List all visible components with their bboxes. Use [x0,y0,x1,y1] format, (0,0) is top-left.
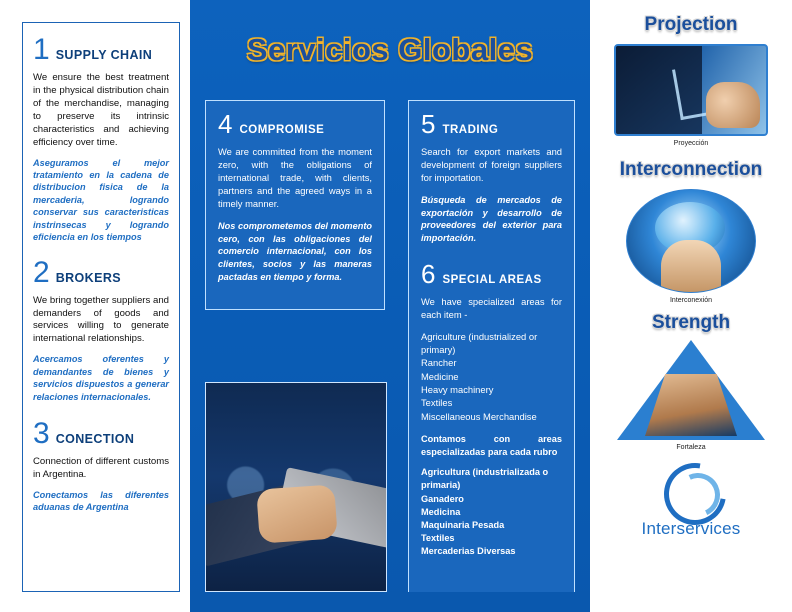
block-caption-interconnection: Interconexión [669,297,713,304]
section-body-en: We bring together suppliers and demanders of goods and services willing to generate international relationships. [33,294,169,345]
panel-header-special-areas [421,258,562,289]
hand-shape [706,82,760,128]
panel-number: 6 [421,258,436,289]
right-column [590,0,792,612]
panel-body-en: We have specialized areas for each item - [421,295,562,320]
list-item: Rancher [421,357,457,369]
section-title: CONECTION [55,432,135,447]
handshake-world-photo [205,382,387,592]
panel-title: TRADING [442,124,499,136]
section-body-en: We ensure the best treatment in the physical distribution chain of the merchandise, managing to preserve its intrinsic characteristics and achieving efficiency over time. [33,72,169,148]
section-number: 3 [33,417,50,451]
center-column [190,0,590,612]
section-body-es: Aseguramos el mejor tratamiento en la cadena de distribucion fisica de la mercaderia, logrando conservar sus caracteristicas instrinsecas y logrando eficiencia en los tiempos [33,157,169,243]
special-areas-list-en [421,330,562,423]
section-number: 2 [33,255,50,289]
section-header-conection [33,419,169,449]
panel-compromise [205,100,385,310]
left-column-panel [22,22,180,592]
section-body-es: Acercamos oferentes y demandantes de bienes y servicios dispuestos a generar relaciones internacionales. [33,354,169,402]
panel-number: 5 [421,109,436,139]
list-item: Heavy machinery [421,383,494,395]
panel-body-es: Nos comprometemos del momento cero, con las obligaciones del comercio internacional, con los clientes, socios y las maneras pactadas en tiempo y forma. [218,220,372,282]
list-item: Agricultura (industrializada o primaria) [421,467,549,491]
list-item: Medicina [421,506,461,517]
section-title: BROKERS [55,270,121,285]
panel-number: 4 [218,109,233,139]
strength-photo [617,340,765,440]
panel-body-es-special: Contamos con areas especializadas para cada rubro [421,434,562,457]
panel-body-en: We are committed from the moment zero, with the obligations of international trade, with clients, partners and the agreed ways in a timely manner. [218,146,372,209]
block-caption-strength: Fortaleza [676,444,706,451]
block-caption-projection: Proyección [673,140,709,147]
panel-title: SPECIAL AREAS [442,273,542,286]
panel-body-es: Búsqueda de mercados de exportación y desarrollo de proveedores del exterior para importación. [421,194,562,243]
handshake-shape [256,484,338,543]
raised-hands-shape [661,240,721,293]
list-item: Textiles [421,532,455,543]
projection-photo [614,44,768,136]
block-title-projection: Projection [644,14,738,35]
section-number: 1 [33,33,50,66]
panel-title: COMPROMISE [239,124,325,136]
list-item: Mercaderias Diversas [421,545,516,556]
list-item: Ganadero [421,493,464,504]
list-item: Agriculture (industrialized or primary) [421,330,538,355]
section-body-en: Connection of different customs in Argentina. [33,456,169,480]
section-body-es: Conectamos las diferentes aduanas de Argentina [33,489,169,513]
section-title: SUPPLY CHAIN [55,48,153,62]
panel-trading-special-areas [408,100,575,592]
panel-header [218,111,372,137]
left-column [0,0,190,612]
section-header-brokers [33,255,169,289]
list-item: Miscellaneous Merchandise [421,410,537,422]
list-item: Maquinaria Pesada [421,519,505,530]
page-title: Servicios Globales [246,32,534,67]
block-title-interconnection: Interconnection [619,159,763,180]
interservices-logo [656,461,726,517]
interconnection-photo [626,189,756,293]
block-title-strength: Strength [651,312,731,333]
panel-header [421,111,562,137]
list-item: Textiles [421,397,453,409]
list-item: Medicine [421,370,459,382]
panel-body-en: Search for export markets and development of foreign suppliers for importation. [421,146,562,183]
section-header-supply-chain [33,35,169,65]
special-areas-list-es [421,466,562,557]
brand-name: Interservices [641,519,741,538]
